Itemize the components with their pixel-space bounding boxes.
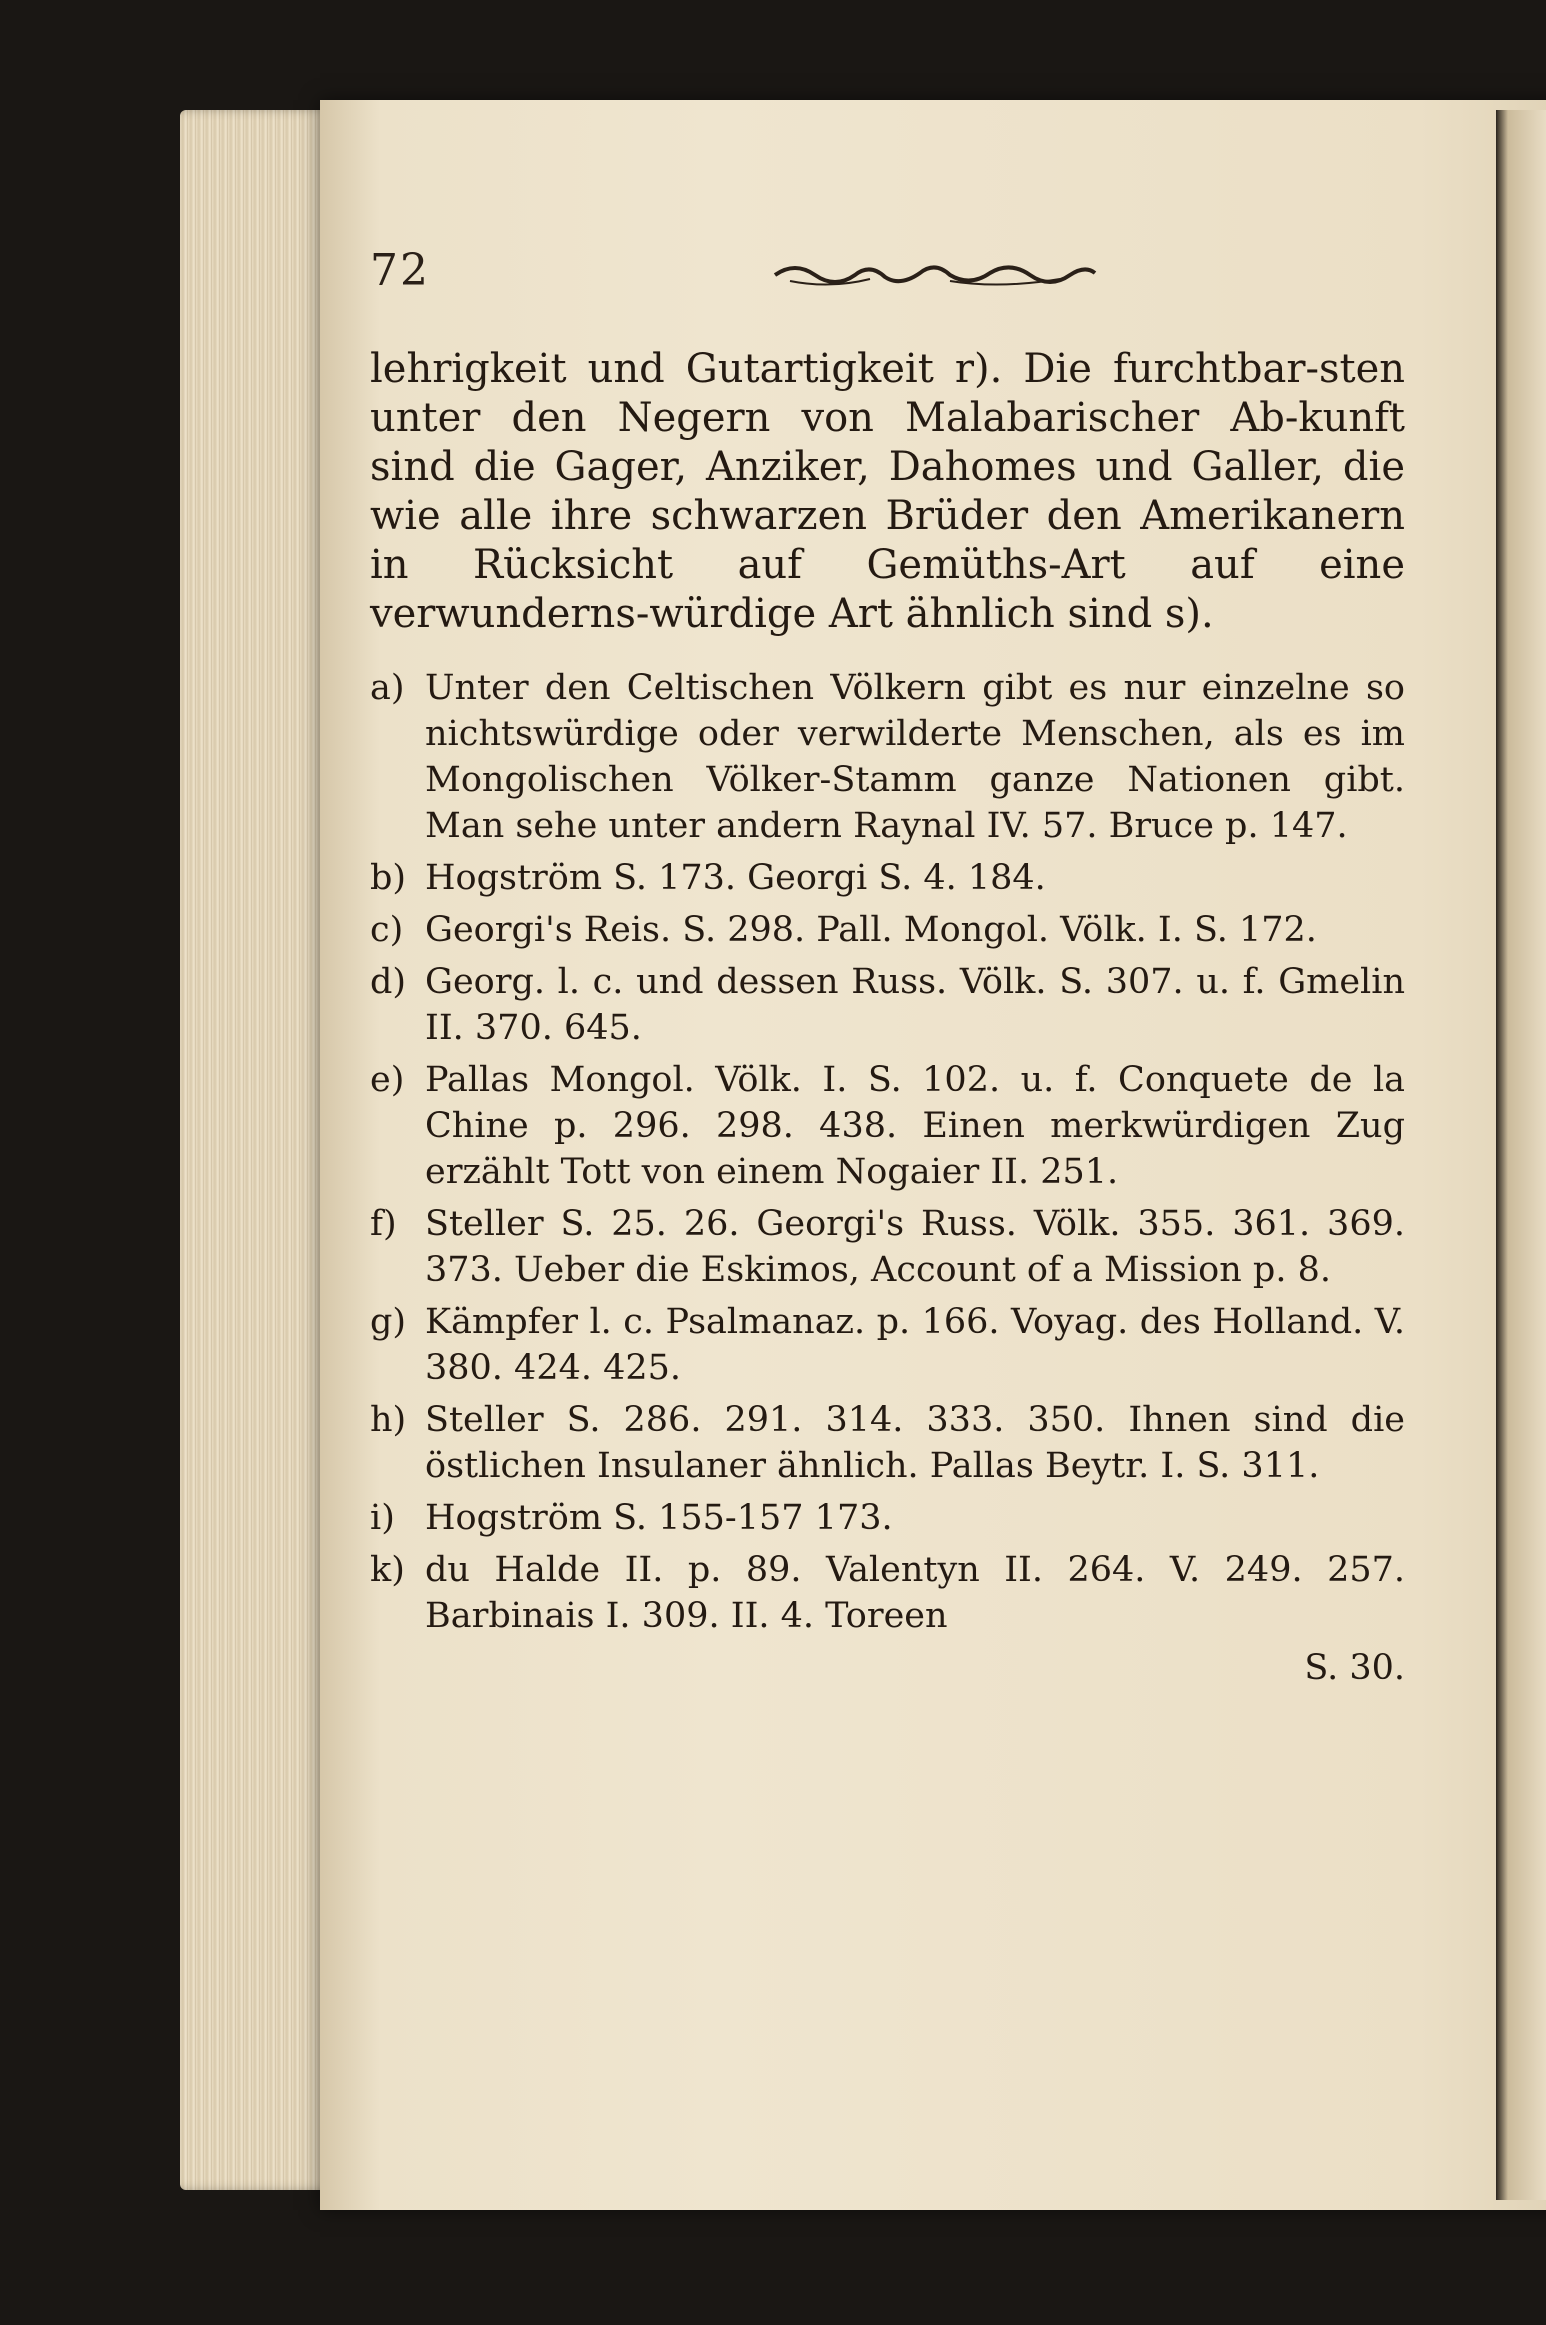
footnote [370, 959, 1405, 1051]
footnote-text: Unter den Celtischen Völkern gibt es nur einzelne so nichtswürdige oder verwilderte Menschen, als es im Mongolischen Völker-Stamm ganze Nationen gibt. Man sehe unter andern Raynal IV. 57. Bruce p. 147. [425, 668, 1405, 846]
main-text: lehrigkeit und Gutartigkeit r). Die furchtbar-sten unter den Negern von Malabarischer Ab-kunft sind die Gager, Anziker, Dahomes und Galler, die wie alle ihre schwarzen Brüder den Amerikanern in Rücksicht auf Gemüths-Art auf eine verwunderns-würdige Art ähnlich sind s). [370, 346, 1405, 637]
footnotes [370, 665, 1405, 1691]
page-header [370, 245, 1390, 305]
footnote-label: k) [370, 1550, 405, 1590]
footnote-label: d) [370, 962, 407, 1002]
footnote-label: g) [370, 1302, 407, 1342]
footnote-text: Pallas Mongol. Völk. I. S. 102. u. f. Conquete de la Chine p. 296. 298. 438. Einen merkwürdigen Zug erzählt Tott von einem Nogaier II. 251. [425, 1060, 1405, 1192]
footnote [370, 665, 1405, 849]
footnote-text: Kämpfer l. c. Psalmanaz. p. 166. Voyag. des Holland. V. 380. 424. 425. [425, 1302, 1405, 1388]
page-number: 72 [370, 245, 430, 296]
footnote-label: c) [370, 910, 404, 950]
footnote-label: e) [370, 1060, 405, 1100]
footnote [370, 1547, 1405, 1639]
footnote-text: Georgi's Reis. S. 298. Pall. Mongol. Völk. I. S. 172. [425, 910, 1317, 950]
text-block [370, 345, 1405, 1691]
footnote-label: b) [370, 858, 407, 898]
footnote-text: Hogström S. 173. Georgi S. 4. 184. [425, 858, 1046, 898]
footnote-text: Hogström S. 155-157 173. [425, 1498, 893, 1538]
footnote [370, 855, 1405, 901]
facing-page-edge [1496, 110, 1546, 2200]
footnote [370, 1397, 1405, 1489]
footnote-text: du Halde II. p. 89. Valentyn II. 264. V. 249. 257. Barbinais I. 309. II. 4. Toreen [425, 1550, 1405, 1636]
footnote-label: i) [370, 1498, 395, 1538]
footnote-label: h) [370, 1400, 407, 1440]
footnote [370, 1495, 1405, 1541]
main-paragraph [370, 345, 1405, 639]
footnote [370, 1201, 1405, 1293]
footnote-text: Steller S. 286. 291. 314. 333. 350. Ihnen sind die östlichen Insulaner ähnlich. Pallas Beytr. I. S. 311. [425, 1400, 1405, 1486]
footnote [370, 907, 1405, 953]
footnote-text: Georg. l. c. und dessen Russ. Völk. S. 307. u. f. Gmelin II. 370. 645. [425, 962, 1405, 1048]
footnote-label: a) [370, 668, 405, 708]
footnote-text: Steller S. 25. 26. Georgi's Russ. Völk. 355. 361. 369. 373. Ueber die Eskimos, Account of a Mission p. 8. [425, 1204, 1405, 1290]
footnote [370, 1299, 1405, 1391]
footnote-label: f) [370, 1204, 397, 1244]
footnote-continuation: S. 30. [1304, 1648, 1405, 1688]
header-ornament-icon [770, 253, 1100, 293]
footnote [370, 1057, 1405, 1195]
